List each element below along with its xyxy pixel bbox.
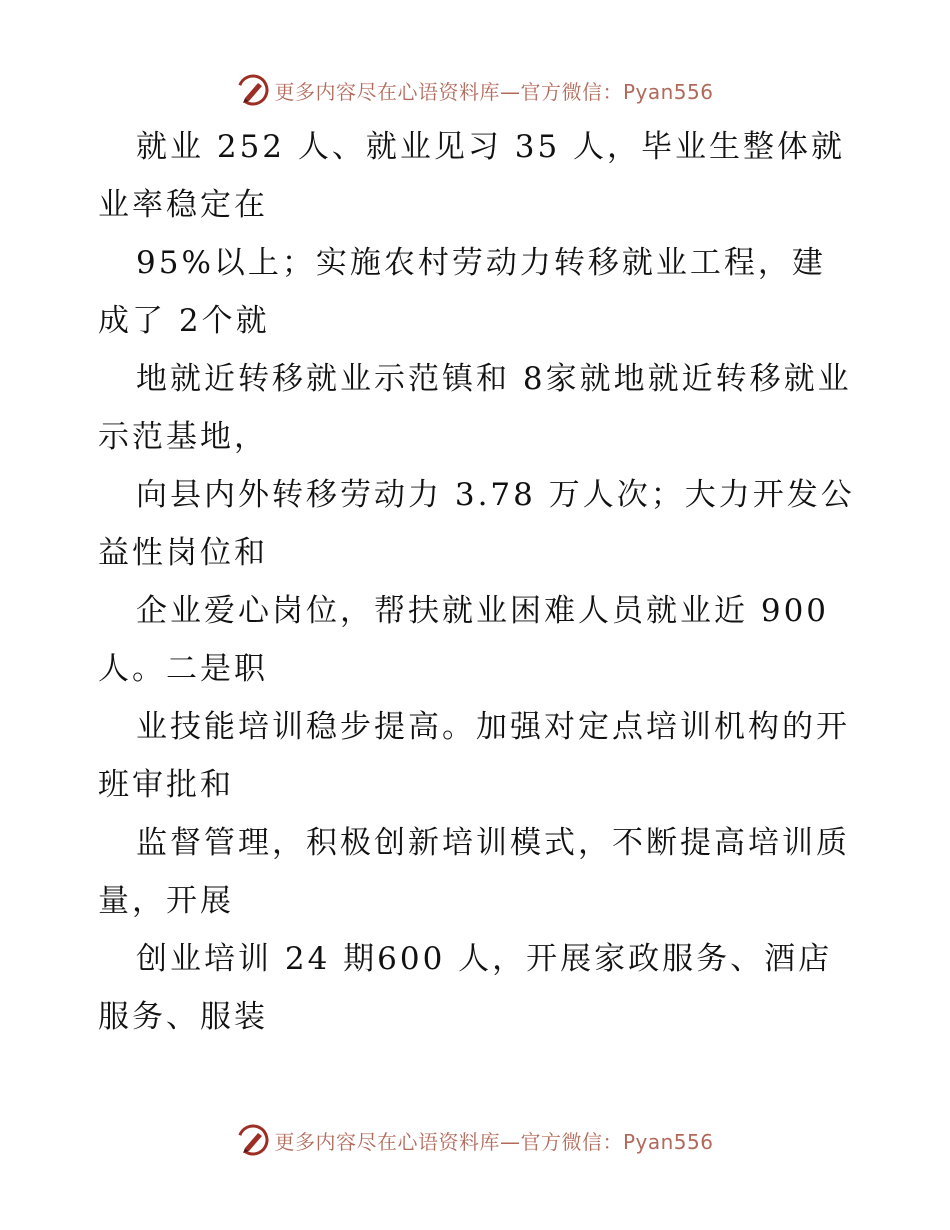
paragraph: 就业 252 人、就业见习 35 人，毕业生整体就业率稳定在 [98, 129, 846, 223]
pen-logo-icon [236, 73, 270, 107]
header-banner-text: 更多内容尽在心语资料库—官方微信：Pyan556 [274, 79, 714, 104]
paragraph: 监督管理，积极创新培训模式，不断提高培训质量，开展 [98, 825, 850, 919]
footer-banner [0, 1120, 950, 1160]
document-body [98, 118, 858, 1046]
pen-logo-icon [236, 1123, 270, 1157]
footer-banner-text: 更多内容尽在心语资料库—官方微信：Pyan556 [274, 1129, 714, 1154]
paragraph: 向县内外转移劳动力 3.78 万人次；大力开发公益性岗位和 [98, 477, 855, 571]
paragraph: 95%以上；实施农村劳动力转移就业工程，建成了 2个就 [98, 245, 826, 339]
header-banner [0, 70, 950, 110]
paragraph: 业技能培训稳步提高。加强对定点培训机构的开班审批和 [98, 709, 850, 803]
paragraph: 企业爱心岗位，帮扶就业困难人员就业近 900人。二是职 [98, 593, 830, 687]
paragraph: 地就近转移就业示范镇和 8家就地就近转移就业示范基地， [98, 361, 852, 455]
paragraph: 创业培训 24 期600 人，开展家政服务、酒店服务、服装 [98, 941, 833, 1035]
